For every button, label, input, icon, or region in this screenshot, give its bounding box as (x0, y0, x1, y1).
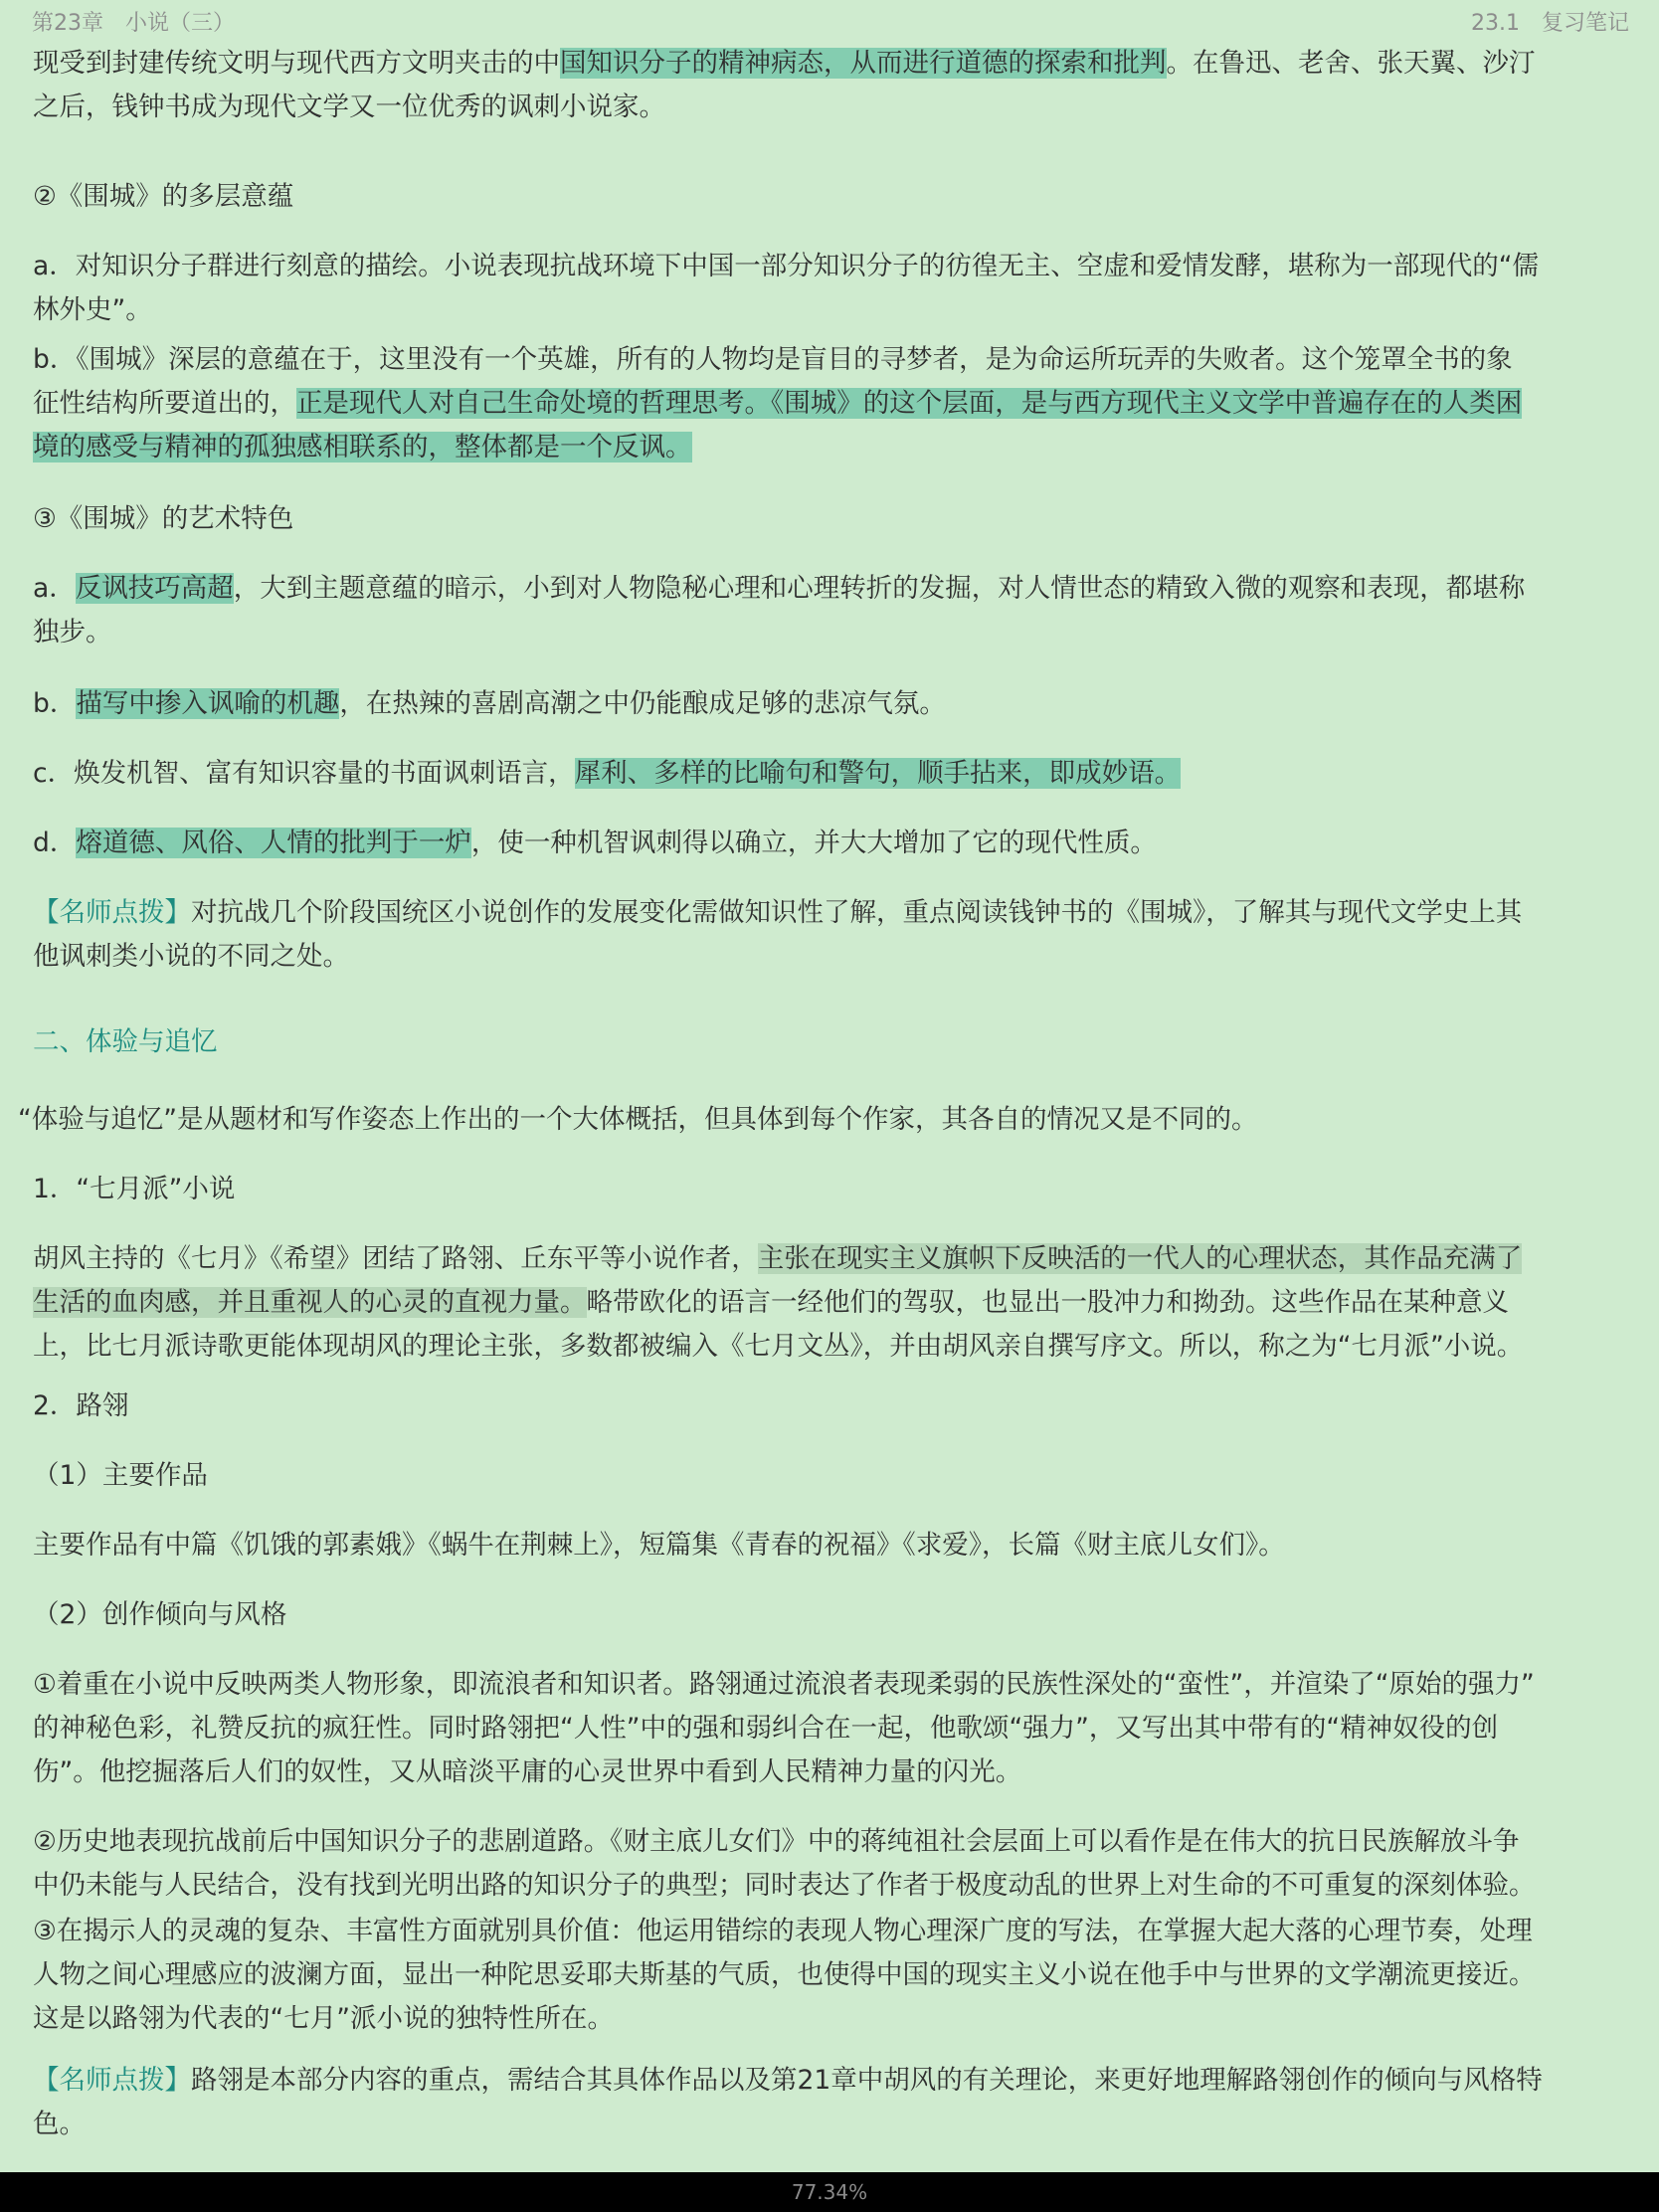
text-line (33, 288, 1641, 332)
highlight-annotation[interactable]: 国知识分子的精神病态，从而进行道德的探索和批判 (560, 48, 1167, 79)
text-span: “体验与追忆”是从题材和写作姿态上作出的一个大体概括，但具体到每个作家，其各自的情况又是不同的。 (18, 1104, 1258, 1135)
chapter-title (32, 6, 235, 37)
text-span: 的神秘色彩，礼赞反抗的疯狂性。同时路翎把“人性”中的强和弱纠合在一起，他歌颂“强力”，又写出其中带有的“精神奴役的创 (33, 1713, 1499, 1744)
section-title (1471, 6, 1629, 37)
text-span: b．《围城》深层的意蕴在于，这里没有一个英雄，所有的人物均是盲目的寻梦者，是为命运所玩弄的失败者。这个笼罩全书的象 (33, 344, 1513, 375)
text-line (33, 1663, 1641, 1707)
paragraph (33, 567, 1641, 654)
text-span: 现受到封建传统文明与现代西方文明夹击的中 (33, 48, 560, 79)
text-span: ②历史地表现抗战前后中国知识分子的悲剧道路。《财主底儿女们》中的蒋纯祖社会层面上可以看作是在伟大的抗日民族解放斗争 (33, 1826, 1520, 1857)
text-line (33, 1281, 1641, 1325)
paragraph (33, 1663, 1641, 1794)
text-line (33, 382, 1641, 426)
text-span: 2．路翎 (33, 1390, 129, 1421)
text-span: 色。 (33, 2109, 86, 2139)
text-span: ，在热辣的喜剧高潮之中仍能酿成足够的悲凉气氛。 (339, 688, 946, 719)
text-span: ③《围城》的艺术特色 (33, 503, 294, 534)
highlight-annotation[interactable]: 主张在现实主义旗帜下反映活的一代人的心理状态，其作品充满了 (757, 1243, 1523, 1274)
paragraph (18, 1098, 1641, 1142)
text-span: 这是以路翎为代表的“七月”派小说的独特性所在。 (33, 2003, 614, 2034)
highlight-annotation[interactable]: 生活的血肉感，并且重视人的心灵的直视力量。 (33, 1287, 587, 1318)
text-span: 路翎是本部分内容的重点，需结合其具体作品以及第21章中胡风的有关理论，来更好地理解路翎创作的倾向与风格特 (191, 2065, 1543, 2096)
text-line (33, 1168, 1641, 1211)
highlight-annotation[interactable]: 正是现代人对自己生命处境的哲理思考。《围城》的这个层面，是与西方现代主义文学中普遍存在的人类困 (296, 388, 1523, 419)
paragraph (33, 1910, 1641, 2041)
paragraph (33, 497, 1641, 541)
paragraph (33, 682, 1641, 726)
section-name: 复习笔记 (1541, 11, 1629, 36)
reading-progress: 77.34% (791, 2180, 868, 2204)
text-line (33, 682, 1641, 726)
text-line (18, 1098, 1641, 1142)
text-span: 林外史”。 (33, 294, 152, 325)
paragraph (33, 42, 1641, 129)
text-span: 他讽刺类小说的不同之处。 (33, 941, 349, 972)
text-line (33, 611, 1641, 654)
text-line (33, 1953, 1641, 1997)
text-span: 上，比七月派诗歌更能体现胡风的理论主张，多数都被编入《七月文丛》，并由胡风亲自撰写序文。所以，称之为“七月派”小说。 (33, 1331, 1524, 1362)
text-line (33, 1325, 1641, 1369)
paragraph (33, 752, 1641, 796)
highlight-annotation[interactable]: 熔道德、风俗、人情的批判于一炉 (76, 828, 471, 858)
emphasis-label: 【名师点拨】 (33, 2065, 191, 2096)
text-line (33, 1454, 1641, 1498)
text-span: （2）创作倾向与风格 (33, 1599, 287, 1630)
paragraph (33, 1384, 1641, 1428)
text-line (33, 752, 1641, 796)
text-span: ，使一种机智讽刺得以确立，并大大增加了它的现代性质。 (470, 828, 1157, 858)
paragraph (33, 1593, 1641, 1637)
text-span: b． (33, 688, 77, 719)
paragraph (33, 1168, 1641, 1211)
text-line (33, 497, 1641, 541)
highlight-annotation[interactable]: 境的感受与精神的孤独感相联系的，整体都是一个反讽。 (33, 432, 692, 462)
text-span: 人物之间心理感应的波澜方面，显出一种陀思妥耶夫斯基的气质，也使得中国的现实主义小说在他手中与世界的文学潮流更接近。 (33, 1959, 1536, 1990)
paragraph (33, 245, 1641, 332)
paragraph (33, 822, 1641, 865)
text-line (33, 2059, 1641, 2103)
text-line (33, 86, 1641, 129)
text-line (33, 175, 1641, 219)
text-line (33, 1593, 1641, 1637)
highlight-annotation[interactable]: 描写中掺入讽喻的机趣 (76, 688, 340, 719)
text-span: a．对知识分子群进行刻意的描绘。小说表现抗战环境下中国一部分知识分子的彷徨无主、空虚和爱情发酵，堪称为一部现代的“儒 (33, 251, 1539, 281)
text-line (33, 426, 1641, 469)
chapter-number: 第23章 (32, 11, 103, 36)
text-line (33, 2103, 1641, 2146)
text-line (33, 567, 1641, 611)
text-span: 胡风主持的《七月》《希望》团结了路翎、丘东平等小说作者， (33, 1243, 758, 1274)
reading-progress-bar (0, 2172, 1659, 2212)
text-line (33, 42, 1641, 86)
text-span: c．焕发机智、富有知识容量的书面讽刺语言， (33, 758, 575, 789)
text-span: ③在揭示人的灵魂的复杂、丰富性方面就别具价值：他运用错综的表现人物心理深广度的写法，在掌握大起大落的心理节奏，处理 (33, 1916, 1533, 1946)
paragraph (33, 1454, 1641, 1498)
reader-header (0, 0, 1659, 40)
paragraph (33, 338, 1641, 469)
text-line (33, 1820, 1641, 1864)
text-line (33, 245, 1641, 288)
paragraph (33, 1020, 1641, 1064)
text-line (33, 822, 1641, 865)
text-line (33, 338, 1641, 382)
text-span: 征性结构所要道出的， (33, 388, 296, 419)
text-span: 。在鲁迅、老舍、张天翼、沙汀 (1166, 48, 1536, 79)
highlight-annotation[interactable]: 犀利、多样的比喻句和警句，顺手拈来，即成妙语。 (574, 758, 1182, 789)
text-line (33, 1020, 1641, 1064)
text-span: 独步。 (33, 617, 112, 647)
text-line (33, 1237, 1641, 1281)
section-number: 23.1 (1471, 11, 1520, 36)
text-span: 主要作品有中篇《饥饿的郭素娥》《蜗牛在荆棘上》，短篇集《青春的祝福》《求爱》，长篇《财主底儿女们》。 (33, 1530, 1285, 1561)
paragraph (33, 1524, 1641, 1567)
text-span: （1）主要作品 (33, 1460, 208, 1491)
text-line (33, 1707, 1641, 1751)
paragraph (33, 891, 1641, 979)
text-line (33, 935, 1641, 979)
text-line (33, 1997, 1641, 2041)
text-line (33, 1384, 1641, 1428)
text-line (33, 1864, 1641, 1908)
paragraph (33, 175, 1641, 219)
text-line (33, 1524, 1641, 1567)
text-span: a． (33, 573, 76, 604)
text-span: d． (33, 828, 77, 858)
text-span: 对抗战几个阶段国统区小说创作的发展变化需做知识性了解，重点阅读钱钟书的《围城》，了解其与现代文学史上其 (191, 897, 1523, 928)
emphasis-label: 【名师点拨】 (33, 897, 191, 928)
text-line (33, 1910, 1641, 1953)
emphasis-label: 二、体验与追忆 (33, 1026, 218, 1057)
text-span: ，大到主题意蕴的暗示，小到对人物隐秘心理和心理转折的发掘，对人情世态的精致入微的观察和表现，都堪称 (233, 573, 1526, 604)
text-span: 之后，钱钟书成为现代文学又一位优秀的讽刺小说家。 (33, 92, 665, 122)
text-line (33, 891, 1641, 935)
text-span: 伤”。他挖掘落后人们的奴性，又从暗淡平庸的心灵世界中看到人民精神力量的闪光。 (33, 1756, 1022, 1787)
text-span: ①着重在小说中反映两类人物形象，即流浪者和知识者。路翎通过流浪者表现柔弱的民族性深处的“蛮性”，并渲染了“原始的强力” (33, 1669, 1535, 1700)
paragraph (33, 1237, 1641, 1369)
text-line (33, 1751, 1641, 1794)
text-span: 略带欧化的语言一经他们的驾驭，也显出一股冲力和拗劲。这些作品在某种意义 (586, 1287, 1509, 1318)
text-span: 中仍未能与人民结合，没有找到光明出路的知识分子的典型；同时表达了作者于极度动乱的世界上对生命的不可重复的深刻体验。 (33, 1870, 1536, 1901)
text-span: 1．“七月派”小说 (33, 1174, 236, 1204)
highlight-annotation[interactable]: 反讽技巧高超 (75, 573, 234, 604)
text-span: ②《围城》的多层意蕴 (33, 181, 294, 212)
chapter-name: 小说（三） (125, 11, 236, 36)
paragraph (33, 1820, 1641, 1908)
paragraph (33, 2059, 1641, 2146)
